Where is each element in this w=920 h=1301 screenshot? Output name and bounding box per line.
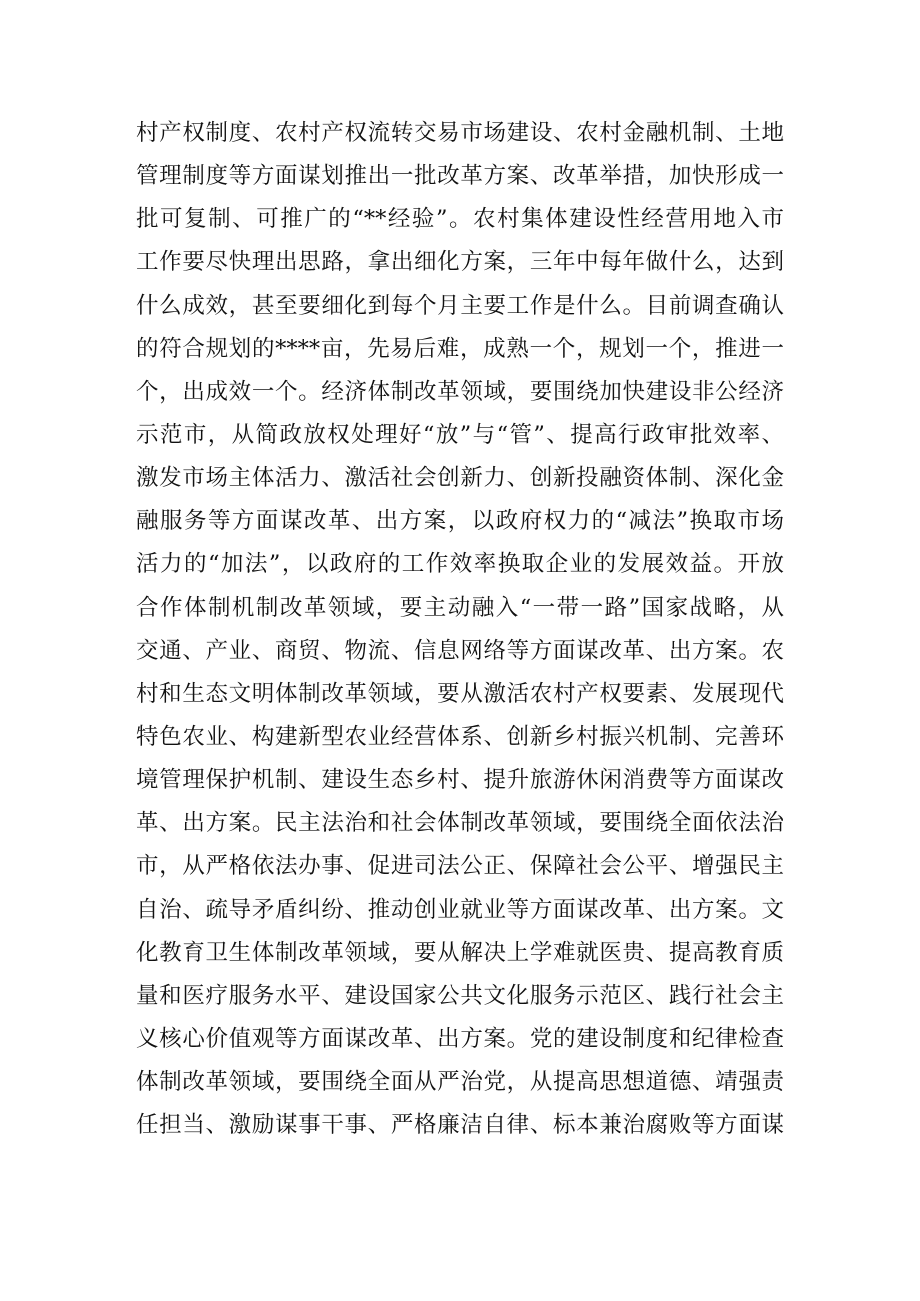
text-line: 的符合规划的****亩，先易后难，成熟一个，规划一个，推进一 xyxy=(136,335,784,362)
text-line: 个，出成效一个。经济体制改革领域，要围绕加快建设非公经济 xyxy=(136,378,784,405)
text-line: 示范市，从简政放权处理好“放”与“管”、提高行政审批效率、 xyxy=(136,421,784,448)
text-line: 批可复制、可推广的“**经验”。农村集体建设性经营用地入市 xyxy=(136,206,784,233)
text-line: 村产权制度、农村产权流转交易市场建设、农村金融机制、土地 xyxy=(136,120,784,146)
text-line: 市，从严格依法办事、促进司法公正、保障社会公平、增强民主 xyxy=(136,853,784,880)
text-line: 什么成效，甚至要细化到每个月主要工作是什么。目前调查确认 xyxy=(136,292,784,319)
text-line: 村和生态文明体制改革领域，要从激活农村产权要素、发展现代 xyxy=(136,680,784,707)
text-line: 工作要尽快理出思路，拿出细化方案，三年中每年做什么，达到 xyxy=(136,249,784,276)
text-line: 活力的“加法”，以政府的工作效率换取企业的发展效益。开放 xyxy=(136,551,784,578)
text-line: 化教育卫生体制改革领域，要从解决上学难就医贵、提高教育质 xyxy=(136,939,784,966)
text-line: 融服务等方面谋改革、出方案，以政府权力的“减法”换取市场 xyxy=(136,508,784,535)
body-paragraph xyxy=(136,112,796,1147)
text-line: 革、出方案。民主法治和社会体制改革领域，要围绕全面依法治 xyxy=(136,810,784,837)
text-line: 合作体制机制改革领域，要主动融入“一带一路”国家战略，从 xyxy=(136,594,784,621)
text-line: 境管理保护机制、建设生态乡村、提升旅游休闲消费等方面谋改 xyxy=(136,767,784,794)
text-line: 义核心价值观等方面谋改革、出方案。党的建设制度和纪律检查 xyxy=(136,1025,784,1052)
text-line: 量和医疗服务水平、建设国家公共文化服务示范区、践行社会主 xyxy=(136,982,784,1009)
text-line: 激发市场主体活力、激活社会创新力、创新投融资体制、深化金 xyxy=(136,465,784,492)
text-line: 体制改革领域，要围绕全面从严治党，从提高思想道德、靖强责 xyxy=(136,1069,784,1096)
text-line: 特色农业、构建新型农业经营体系、创新乡村振兴机制、完善环 xyxy=(136,723,784,750)
text-line: 管理制度等方面谋划推出一批改革方案、改革举措，加快形成一 xyxy=(136,163,784,190)
text-line: 自治、疏导矛盾纠纷、推动创业就业等方面谋改革、出方案。文 xyxy=(136,896,784,923)
text-line: 任担当、激励谋事干事、严格廉洁自律、标本兼治腐败等方面谋 xyxy=(136,1112,784,1139)
text-line: 交通、产业、商贸、物流、信息网络等方面谋改革、出方案。农 xyxy=(136,637,784,664)
